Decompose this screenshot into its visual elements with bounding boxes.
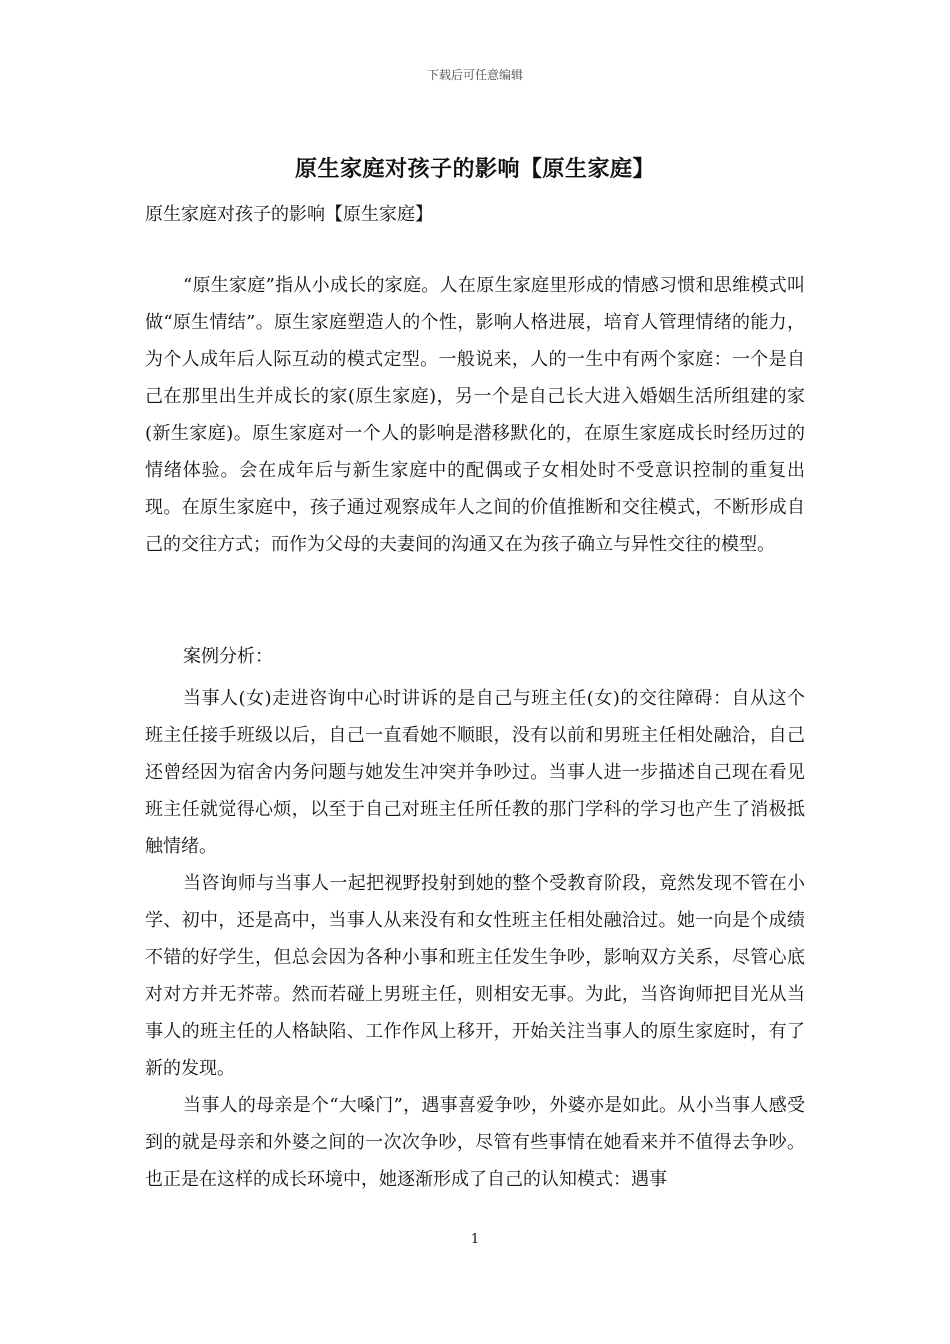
case-analysis-label: 案例分析： bbox=[183, 646, 273, 667]
document-title: 原生家庭对孩子的影响【原生家庭】 bbox=[294, 156, 655, 182]
case-paragraph: 当事人的母亲是个“大嗓门”，遇事喜爱争吵，外婆亦是如此。从小当事人感受到的就是母亲和外婆之间的一次次争吵，尽管有些事情在她看来并不值得去争吵。也正是在这样的成长环境中，她逐渐形成了自己的认知模式：遇事 bbox=[145, 1095, 805, 1190]
document-subtitle: 原生家庭对孩子的影响【原生家庭】 bbox=[145, 204, 433, 225]
case-paragraph: 当事人(女)走进咨询中心时讲诉的是自己与班主任(女)的交往障碍：自从这个班主任接手班级以后，自己一直看她不顺眼，没有以前和男班主任相处融洽，自己还曾经因为宿舍内务问题与她发生冲突并争吵过。当事人进一步描述自己现在看见班主任就觉得心烦，以至于自己对班主任所任教的那门学科的学习也产生了消极抵触情绪。 bbox=[145, 688, 805, 857]
header-note: 下载后可任意编辑 bbox=[426, 68, 523, 82]
page-number: 1 bbox=[470, 1232, 480, 1247]
case-section bbox=[145, 680, 805, 1198]
intro-paragraph: “原生家庭”指从小成长的家庭。人在原生家庭里形成的情感习惯和思维模式叫做“原生情结”。原生家庭塑造人的个性，影响人格进展，培育人管理情绪的能力，为个人成年后人际互动的模式定型。一般说来，人的一生中有两个家庭：一个是自己在那里出生并成长的家(原生家庭)，另一个是自己长大进入婚姻生活所组建的家(新生家庭)。原生家庭对一个人的影响是潜移默化的，在原生家庭成长时经历过的情绪体验。会在成年后与新生家庭中的配偶或子女相处时不受意识控制的重复出现。在原生家庭中，孩子通过观察成年人之间的价值推断和交往模式，不断形成自己的交往方式；而作为父母的夫妻间的沟通又在为孩子确立与异性交往的模型。 bbox=[145, 275, 805, 555]
intro-section bbox=[145, 267, 805, 563]
case-paragraph: 当咨询师与当事人一起把视野投射到她的整个受教育阶段，竟然发现不管在小学、初中，还是高中，当事人从来没有和女性班主任相处融洽过。她一向是个成绩不错的好学生，但总会因为各种小事和班主任发生争吵，影响双方关系，尽管心底对对方并无芥蒂。然而若碰上男班主任，则相安无事。为此，当咨询师把目光从当事人的班主任的人格缺陷、工作作风上移开，开始关注当事人的原生家庭时，有了新的发现。 bbox=[145, 873, 805, 1079]
